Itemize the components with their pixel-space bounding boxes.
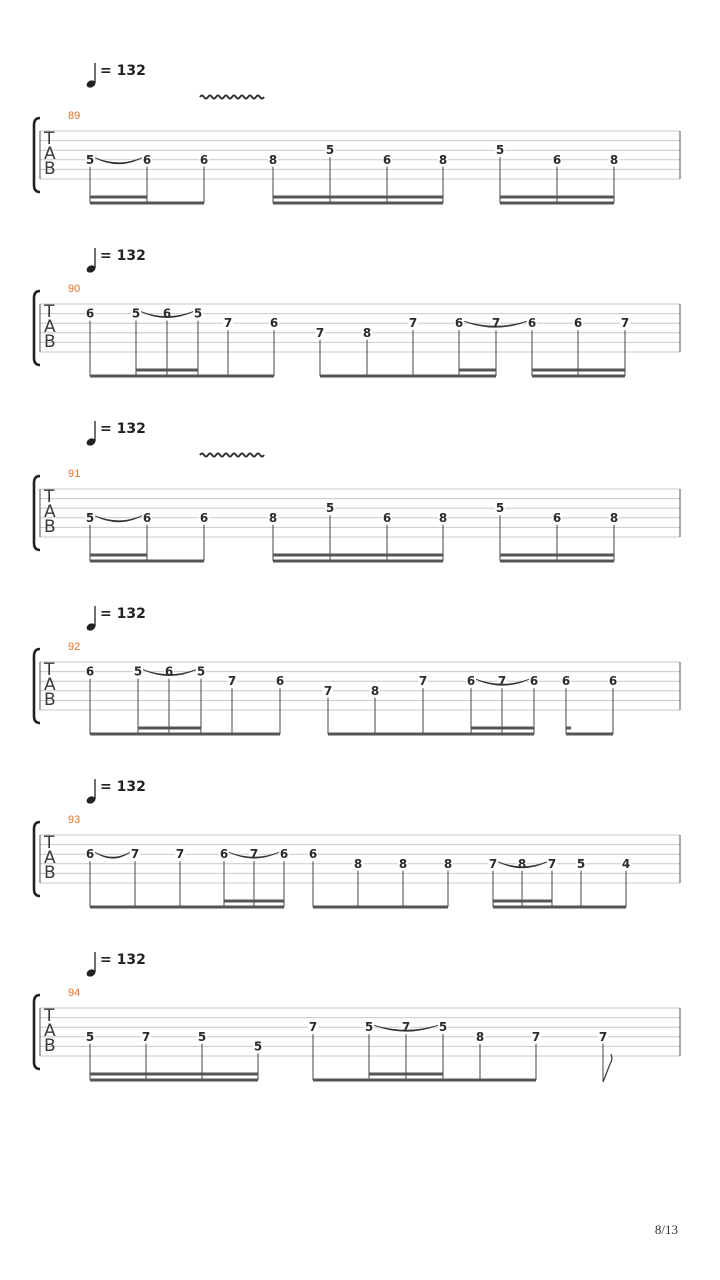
tempo-marking [85, 606, 145, 632]
system-bracket [34, 118, 40, 192]
fret-number: 5 [253, 1039, 263, 1054]
slur [95, 516, 142, 522]
fret-number: 8 [398, 856, 408, 871]
fret-number: 5 [193, 306, 203, 321]
beam-group [90, 369, 274, 378]
fret-number: 7 [620, 316, 630, 331]
fret-number: 6 [142, 510, 152, 525]
fret-number: 6 [164, 664, 174, 679]
beam-secondary [90, 196, 147, 199]
tab-clef-letter: A [44, 675, 56, 695]
fret-number: 7 [598, 1029, 608, 1044]
system-bracket [34, 995, 40, 1069]
fret-number: 6 [573, 316, 583, 331]
beam-secondary [136, 369, 198, 372]
fret-number: 7 [315, 325, 325, 340]
fret-number: 8 [268, 152, 278, 167]
fret-number: 8 [475, 1029, 485, 1044]
tempo-marking [85, 779, 145, 805]
slur [95, 852, 130, 858]
beam-group [90, 1073, 258, 1082]
tab-clef-letter: B [44, 863, 56, 883]
fret-number: 6 [275, 674, 285, 689]
system-bracket [34, 822, 40, 896]
tempo-text: = 132 [100, 421, 146, 437]
beam-primary [566, 733, 613, 736]
beam-group [566, 727, 613, 736]
fret-number: 7 [141, 1029, 151, 1044]
tempo-text: = 132 [100, 606, 146, 622]
fret-number: 8 [609, 510, 619, 525]
beam-group [493, 900, 626, 909]
fret-number: 4 [621, 856, 631, 871]
beam-secondary [459, 369, 496, 372]
tab-clef-letter: A [44, 502, 56, 522]
tab-clef-letter: B [44, 332, 56, 352]
fret-number: 8 [438, 510, 448, 525]
beam-group [320, 369, 496, 378]
system-bracket [34, 476, 40, 550]
fret-number: 6 [219, 847, 229, 862]
beam-group [90, 900, 284, 909]
fret-number: 6 [279, 847, 289, 862]
beam-secondary [471, 727, 534, 730]
tempo-text: = 132 [100, 63, 146, 79]
fret-number: 7 [130, 847, 140, 862]
tab-clef-letter: T [44, 302, 55, 322]
beam-primary [90, 375, 274, 378]
tab-clef-letter: B [44, 1036, 56, 1056]
tab-system [34, 606, 680, 736]
tempo-marking [85, 63, 145, 89]
fret-number: 6 [552, 510, 562, 525]
fret-number: 6 [85, 664, 95, 679]
tab-system [34, 421, 680, 563]
fret-number: 5 [364, 1020, 374, 1035]
fret-number: 5 [576, 856, 586, 871]
fret-number: 5 [325, 501, 335, 516]
tab-clef-letter: T [44, 487, 55, 507]
tab-clef-letter: T [44, 129, 55, 149]
bar-number: 92 [68, 641, 81, 653]
fret-number: 6 [162, 306, 172, 321]
beam-secondary [493, 900, 552, 903]
beam-primary [273, 560, 443, 563]
fret-number: 5 [196, 664, 206, 679]
fret-number: 6 [529, 674, 539, 689]
beam-primary [493, 906, 626, 909]
fret-number: 8 [609, 152, 619, 167]
beam-secondary [532, 369, 625, 372]
beam-secondary [273, 196, 443, 199]
fret-number: 5 [438, 1020, 448, 1035]
tempo-marking [85, 952, 145, 978]
fret-number: 6 [199, 152, 209, 167]
fret-number: 5 [495, 143, 505, 158]
fret-number: 7 [531, 1029, 541, 1044]
beam-secondary [369, 1073, 443, 1076]
beam-primary [90, 733, 280, 736]
beam-primary [90, 202, 204, 205]
tab-system [34, 248, 680, 378]
tempo-marking [85, 248, 145, 274]
fret-number: 7 [249, 847, 259, 862]
bar-number: 90 [68, 283, 81, 295]
fret-number: 6 [85, 306, 95, 321]
tab-clef-letter: B [44, 690, 56, 710]
fret-number: 6 [552, 152, 562, 167]
beam-primary [500, 202, 614, 205]
beam-group [90, 727, 280, 736]
beam-primary [273, 202, 443, 205]
tempo-marking [85, 421, 145, 447]
beam-secondary [500, 554, 614, 557]
fret-number: 8 [438, 152, 448, 167]
fret-number: 7 [401, 1020, 411, 1035]
fret-number: 7 [408, 316, 418, 331]
tab-clef-letter: A [44, 144, 56, 164]
tab-system [34, 779, 680, 909]
beam-secondary [566, 727, 571, 730]
fret-number: 5 [131, 306, 141, 321]
beam-primary [500, 560, 614, 563]
fret-number: 7 [497, 674, 507, 689]
beam-group [273, 554, 443, 563]
fret-number: 7 [488, 856, 498, 871]
fret-number: 6 [85, 847, 95, 862]
fret-number: 7 [323, 683, 333, 698]
tab-system [34, 952, 680, 1082]
fret-number: 5 [325, 143, 335, 158]
fret-number: 6 [382, 510, 392, 525]
fret-number: 8 [353, 856, 363, 871]
tempo-text: = 132 [100, 779, 146, 795]
tab-clef-letter: A [44, 317, 56, 337]
fret-number: 5 [495, 501, 505, 516]
fret-number: 8 [362, 325, 372, 340]
fret-number: 8 [443, 856, 453, 871]
tab-clef-letter: A [44, 848, 56, 868]
fret-number: 5 [133, 664, 143, 679]
beam-group [313, 906, 448, 909]
beam-secondary [90, 554, 147, 557]
fret-number: 5 [85, 510, 95, 525]
tab-clef-letter: T [44, 833, 55, 853]
fret-number: 8 [268, 510, 278, 525]
beam-primary [90, 560, 204, 563]
beam-secondary [500, 196, 614, 199]
fret-number: 8 [517, 856, 527, 871]
vibrato-icon [200, 96, 264, 99]
fret-number: 7 [547, 856, 557, 871]
bar-number: 89 [68, 110, 81, 122]
notes [85, 847, 631, 907]
beam-group [313, 1073, 536, 1082]
beam-primary [328, 733, 534, 736]
fret-number: 6 [382, 152, 392, 167]
fret-number: 6 [561, 674, 571, 689]
fret-number: 6 [608, 674, 618, 689]
tempo-text: = 132 [100, 248, 146, 264]
tempo-text: = 132 [100, 952, 146, 968]
fret-number: 6 [527, 316, 537, 331]
bar-number: 93 [68, 814, 81, 826]
system-bracket [34, 291, 40, 365]
beam-primary [313, 906, 448, 909]
system-bracket [34, 649, 40, 723]
fret-number: 6 [466, 674, 476, 689]
fret-number: 6 [269, 316, 279, 331]
tab-clef-letter: B [44, 159, 56, 179]
tab-clef-letter: T [44, 660, 55, 680]
fret-number: 7 [175, 847, 185, 862]
fret-number: 6 [199, 510, 209, 525]
notes [85, 143, 619, 203]
beam-group [273, 196, 443, 205]
beam-secondary [90, 1073, 258, 1076]
bar-number: 91 [68, 468, 81, 480]
note-flag [603, 1054, 612, 1082]
fret-number: 5 [197, 1029, 207, 1044]
beam-primary [532, 375, 625, 378]
tab-system [34, 63, 680, 205]
tab-clef-letter: B [44, 517, 56, 537]
fret-number: 7 [227, 674, 237, 689]
beam-primary [90, 906, 284, 909]
beam-secondary [224, 900, 284, 903]
fret-number: 5 [85, 1029, 95, 1044]
beam-primary [313, 1079, 536, 1082]
tab-clef-letter: A [44, 1021, 56, 1041]
fret-number: 7 [418, 674, 428, 689]
fret-number: 6 [454, 316, 464, 331]
page-number: 8/13 [654, 1222, 678, 1237]
beam-secondary [273, 554, 443, 557]
fret-number: 5 [85, 152, 95, 167]
fret-number: 8 [370, 683, 380, 698]
beam-secondary [138, 727, 201, 730]
fret-number: 7 [491, 316, 501, 331]
notes [85, 501, 619, 561]
vibrato-icon [200, 454, 264, 457]
beam-group [328, 727, 534, 736]
fret-number: 7 [223, 316, 233, 331]
fret-number: 6 [142, 152, 152, 167]
fret-number: 6 [308, 847, 318, 862]
bar-number: 94 [68, 987, 81, 999]
beam-primary [90, 1079, 258, 1082]
fret-number: 7 [308, 1020, 318, 1035]
beam-primary [320, 375, 496, 378]
tab-clef-letter: T [44, 1006, 55, 1026]
slur [95, 158, 142, 164]
